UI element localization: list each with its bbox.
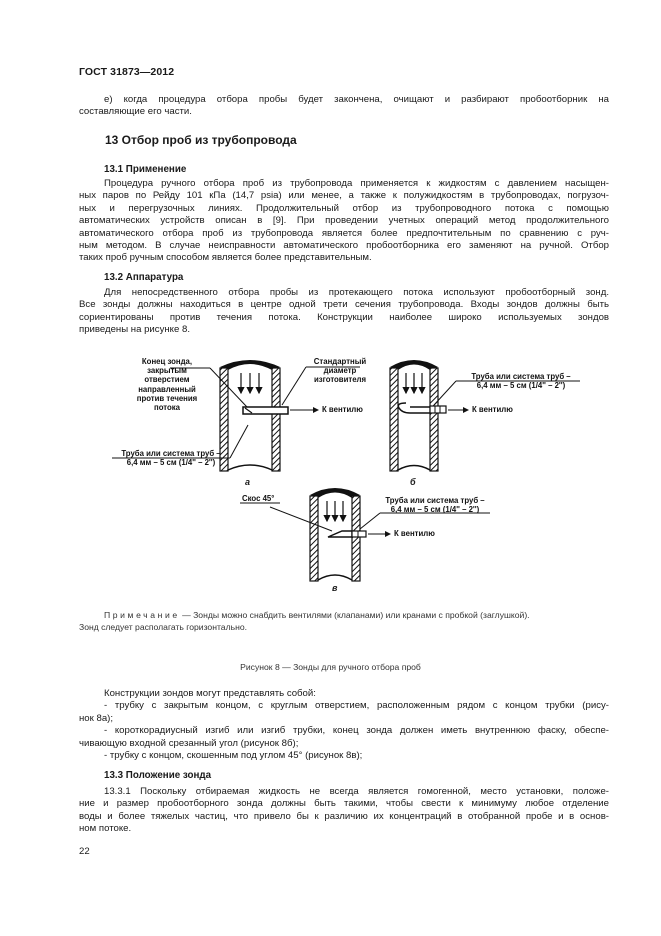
- label-line: 6,4 мм – 5 см (1/4'' – 2''): [390, 505, 480, 515]
- text-line: Для непосредственного отбора пробы из протекающего потока используют пробоотборный зонд.: [104, 287, 609, 298]
- label-line: Труба или система труб –: [471, 372, 571, 381]
- label-bevel-45: Скос 45°: [242, 494, 275, 503]
- label-line: 6,4 мм – 5 см (1/4'' – 2''): [476, 381, 566, 391]
- text-line: автоматического отбора проб из трубопровода является более предпочтительным по сравнению с руч-: [79, 227, 609, 239]
- text-line: ных паров по Рейду 101 кПа (14,7 psia) или менее, а также к полужидкостям в трубопроводах, погрузоч-: [79, 190, 609, 202]
- text-line: Процедура ручного отбора проб из трубопровода применяется к жидкостям с давлением насыщен-: [104, 178, 609, 189]
- text-line: Конструкции зондов могут представлять собой:: [104, 688, 316, 699]
- probe-designs-list: [79, 688, 609, 762]
- text-line: ние и размер пробоотборного зонда должны быть такими, чтобы свести к минимуму любое отделение: [79, 798, 609, 810]
- text-line: 13.3.1 Поскольку отбираемая жидкость не всегда является гомогенной, место установки, положе-: [104, 786, 609, 797]
- label-line: направленный: [138, 384, 196, 394]
- label-probe-end: [122, 357, 212, 412]
- figure-caption: Рисунок 8 — Зонды для ручного отбора проб: [240, 662, 421, 672]
- subsection-heading-13-3: 13.3 Положение зонда: [104, 770, 212, 781]
- figure-note: [79, 609, 611, 634]
- text-line: ных и перегрузочных линиях. Продолжительный отбор из трубопроводного потока с помощью: [79, 202, 609, 214]
- text-line: ным методом. В случае неисправности автоматического пробоотборника его заменяют на ручной. Отбор: [79, 239, 609, 251]
- text-line: чивающую входной срезанный угол (рисунок 8б);: [79, 737, 299, 749]
- figure-8-probes: [110, 355, 590, 605]
- panel-letter-a: а: [245, 477, 251, 487]
- text-line: составляющие его части.: [79, 106, 192, 118]
- label-to-valve-b: К вентилю: [472, 405, 513, 414]
- label-to-valve-v: К вентилю: [394, 529, 435, 538]
- label-line: против течения: [136, 393, 198, 403]
- running-header: ГОСТ 31873—2012: [79, 66, 175, 78]
- text-line: воды и более тяжелых частиц, что привело бы к различию их концентраций в отобранной пробе и в основ-: [79, 810, 609, 822]
- label-pipe-a: [112, 449, 230, 467]
- list-item: - трубку с закрытым концом, с круглым отверстием, расположенным рядом с концом трубки (рису-: [104, 700, 609, 712]
- label-line: Стандартный: [313, 357, 367, 366]
- label-to-valve-a: К вентилю: [322, 405, 363, 414]
- note-line: Зонд следует располагать горизонтально.: [79, 622, 247, 633]
- text-line: нок 8а);: [79, 712, 114, 724]
- label-line: закрытым: [147, 366, 187, 376]
- subsection-heading-13-2: 13.2 Аппаратура: [104, 272, 184, 283]
- paragraph-13-2: [79, 287, 609, 337]
- label-line: диаметр: [323, 366, 357, 376]
- text-line: автоматических устройств описан в [9]. При проведении учетных операций метод продолжительного: [79, 215, 609, 227]
- list-item: - короткорадиусный изгиб или изгиб трубки, конец зонда должен иметь внутреннюю фаску, обеспе-: [104, 725, 609, 737]
- text-line: сориентированы против течения потока. Конструкции наиболее широко используемых зондов: [79, 311, 609, 323]
- section-heading: 13 Отбор проб из трубопровода: [105, 133, 297, 147]
- note-line: [79, 609, 611, 621]
- label-standard-diameter: [308, 357, 372, 385]
- label-pipe-b: [460, 372, 582, 390]
- label-line: 6,4 мм – 5 см (1/4'' – 2''): [126, 458, 216, 468]
- label-line: изготовителя: [313, 375, 367, 385]
- panel-letter-v: в: [332, 583, 338, 593]
- paragraph-13-3-1: [79, 786, 609, 836]
- label-line: потока: [154, 403, 180, 413]
- text-line: е) когда процедура отбора пробы будет закончена, очищают и разбирают пробоотборник на: [104, 94, 609, 105]
- intro-paragraph: [79, 94, 609, 119]
- page-number: 22: [79, 846, 90, 857]
- text-line: Все зонды должны находиться в центре одной трети сечения трубопровода. Входы зондов должны быть: [79, 299, 609, 311]
- paragraph-13-1: [79, 178, 609, 265]
- label-line: Конец зонда,: [141, 357, 193, 366]
- label-line: Труба или система труб –: [121, 449, 221, 458]
- subsection-heading-13-1: 13.1 Применение: [104, 164, 187, 175]
- note-prefix: Примечание: [104, 610, 180, 620]
- list-item: - трубку с концом, скошенным под углом 45° (рисунок 8в);: [104, 749, 363, 761]
- note-text: — Зонды можно снабдить вентилями (клапанами) или кранами с пробкой (заглушкой).: [179, 610, 530, 620]
- panel-letter-b: б: [410, 477, 416, 487]
- text-line: таких проб ручным способом является более представительным.: [79, 252, 372, 264]
- text-line: приведены на рисунке 8.: [79, 324, 190, 336]
- label-line: Труба или система труб –: [385, 496, 485, 505]
- label-pipe-v: [376, 496, 494, 514]
- label-line: отверстием: [144, 375, 190, 385]
- text-line: ном потоке.: [79, 823, 132, 835]
